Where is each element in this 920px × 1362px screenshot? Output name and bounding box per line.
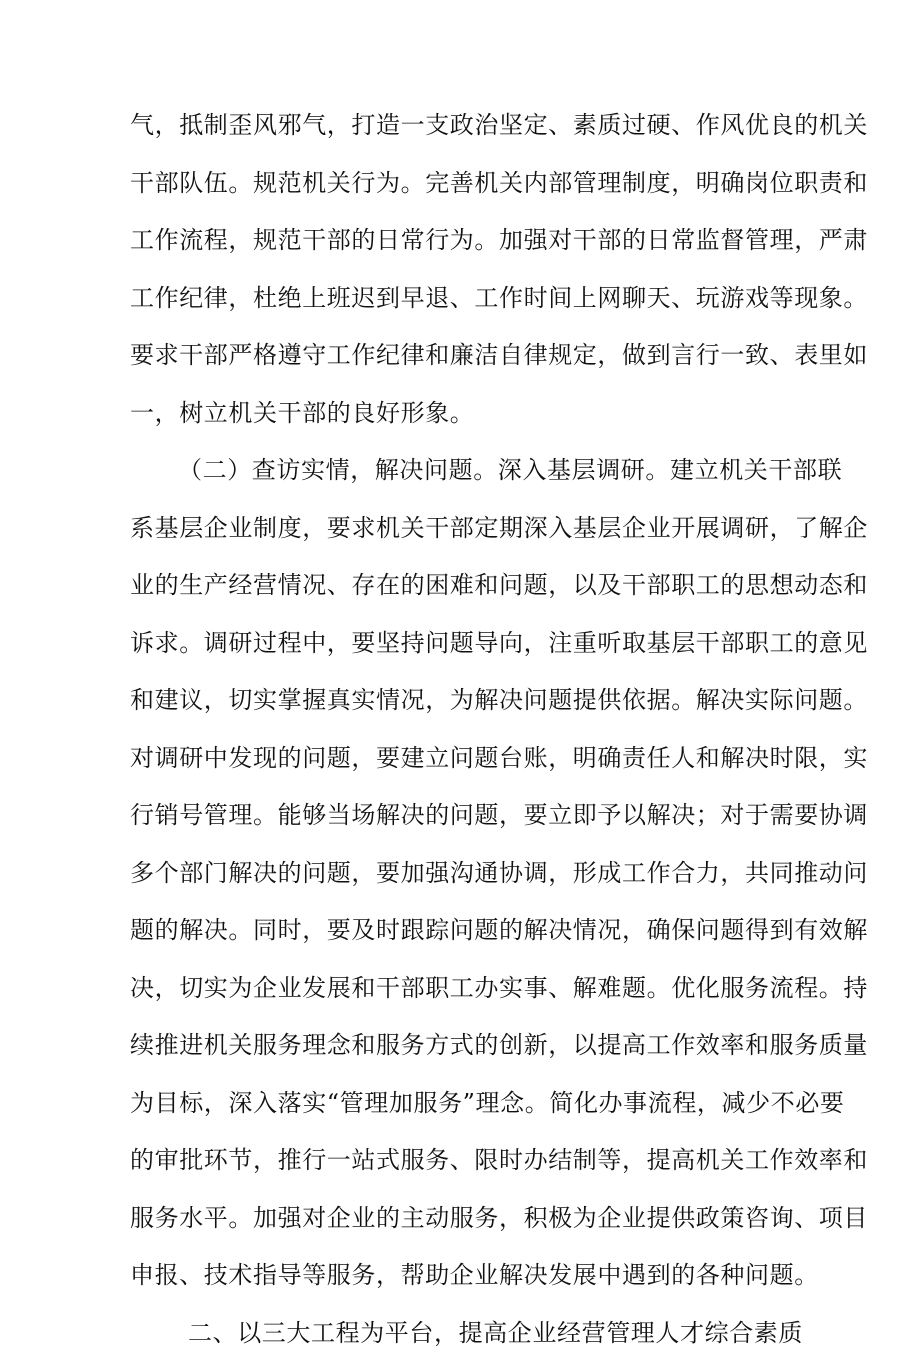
text-line: 题的解决。同时，要及时跟踪问题的解决情况，确保问题得到有效解: [130, 902, 810, 960]
text-line: 和建议，切实掌握真实情况，为解决问题提供依据。解决实际问题。: [130, 672, 810, 730]
text-line: 多个部门解决的问题，要加强沟通协调，形成工作合力，共同推动问: [130, 845, 810, 903]
text-line: 对调研中发现的问题，要建立问题台账，明确责任人和解决时限，实: [130, 730, 810, 788]
text-line: 诉求。调研过程中，要坚持问题导向，注重听取基层干部职工的意见: [130, 615, 810, 673]
text-line: 决，切实为企业发展和干部职工办实事、解难题。优化服务流程。持: [130, 960, 810, 1018]
text-line: 要求干部严格遵守工作纪律和廉洁自律规定，做到言行一致、表里如: [130, 327, 810, 385]
document-body: [130, 97, 810, 1362]
section-heading: 二、以三大工程为平台，提高企业经营管理人才综合素质: [130, 1305, 810, 1362]
text-line: 的审批环节，推行一站式服务、限时办结制等，提高机关工作效率和: [130, 1132, 810, 1190]
text-line: 申报、技术指导等服务，帮助企业解决发展中遇到的各种问题。: [130, 1247, 810, 1305]
text-line: 服务水平。加强对企业的主动服务，积极为企业提供政策咨询、项目: [130, 1190, 810, 1248]
text-line: 工作流程，规范干部的日常行为。加强对干部的日常监督管理，严肃: [130, 212, 810, 270]
text-line: 干部队伍。规范机关行为。完善机关内部管理制度，明确岗位职责和: [130, 155, 810, 213]
text-line: 一，树立机关干部的良好形象。: [130, 385, 810, 443]
text-line: 业的生产经营情况、存在的困难和问题，以及干部职工的思想动态和: [130, 557, 810, 615]
text-line: 续推进机关服务理念和服务方式的创新，以提高工作效率和服务质量: [130, 1017, 810, 1075]
text-line: 工作纪律，杜绝上班迟到早退、工作时间上网聊天、玩游戏等现象。: [130, 270, 810, 328]
paragraph-machine-conduct: [130, 97, 810, 442]
text-line: （二）查访实情，解决问题。深入基层调研。建立机关干部联: [130, 442, 810, 500]
text-line: 为目标，深入落实“管理加服务”理念。简化办事流程，减少不必要: [130, 1075, 810, 1133]
paragraph-investigate-solve: [130, 442, 810, 1305]
text-line: 气，抵制歪风邪气，打造一支政治坚定、素质过硬、作风优良的机关: [130, 97, 810, 155]
text-line: 系基层企业制度，要求机关干部定期深入基层企业开展调研，了解企: [130, 500, 810, 558]
text-line: 行销号管理。能够当场解决的问题，要立即予以解决；对于需要协调: [130, 787, 810, 845]
